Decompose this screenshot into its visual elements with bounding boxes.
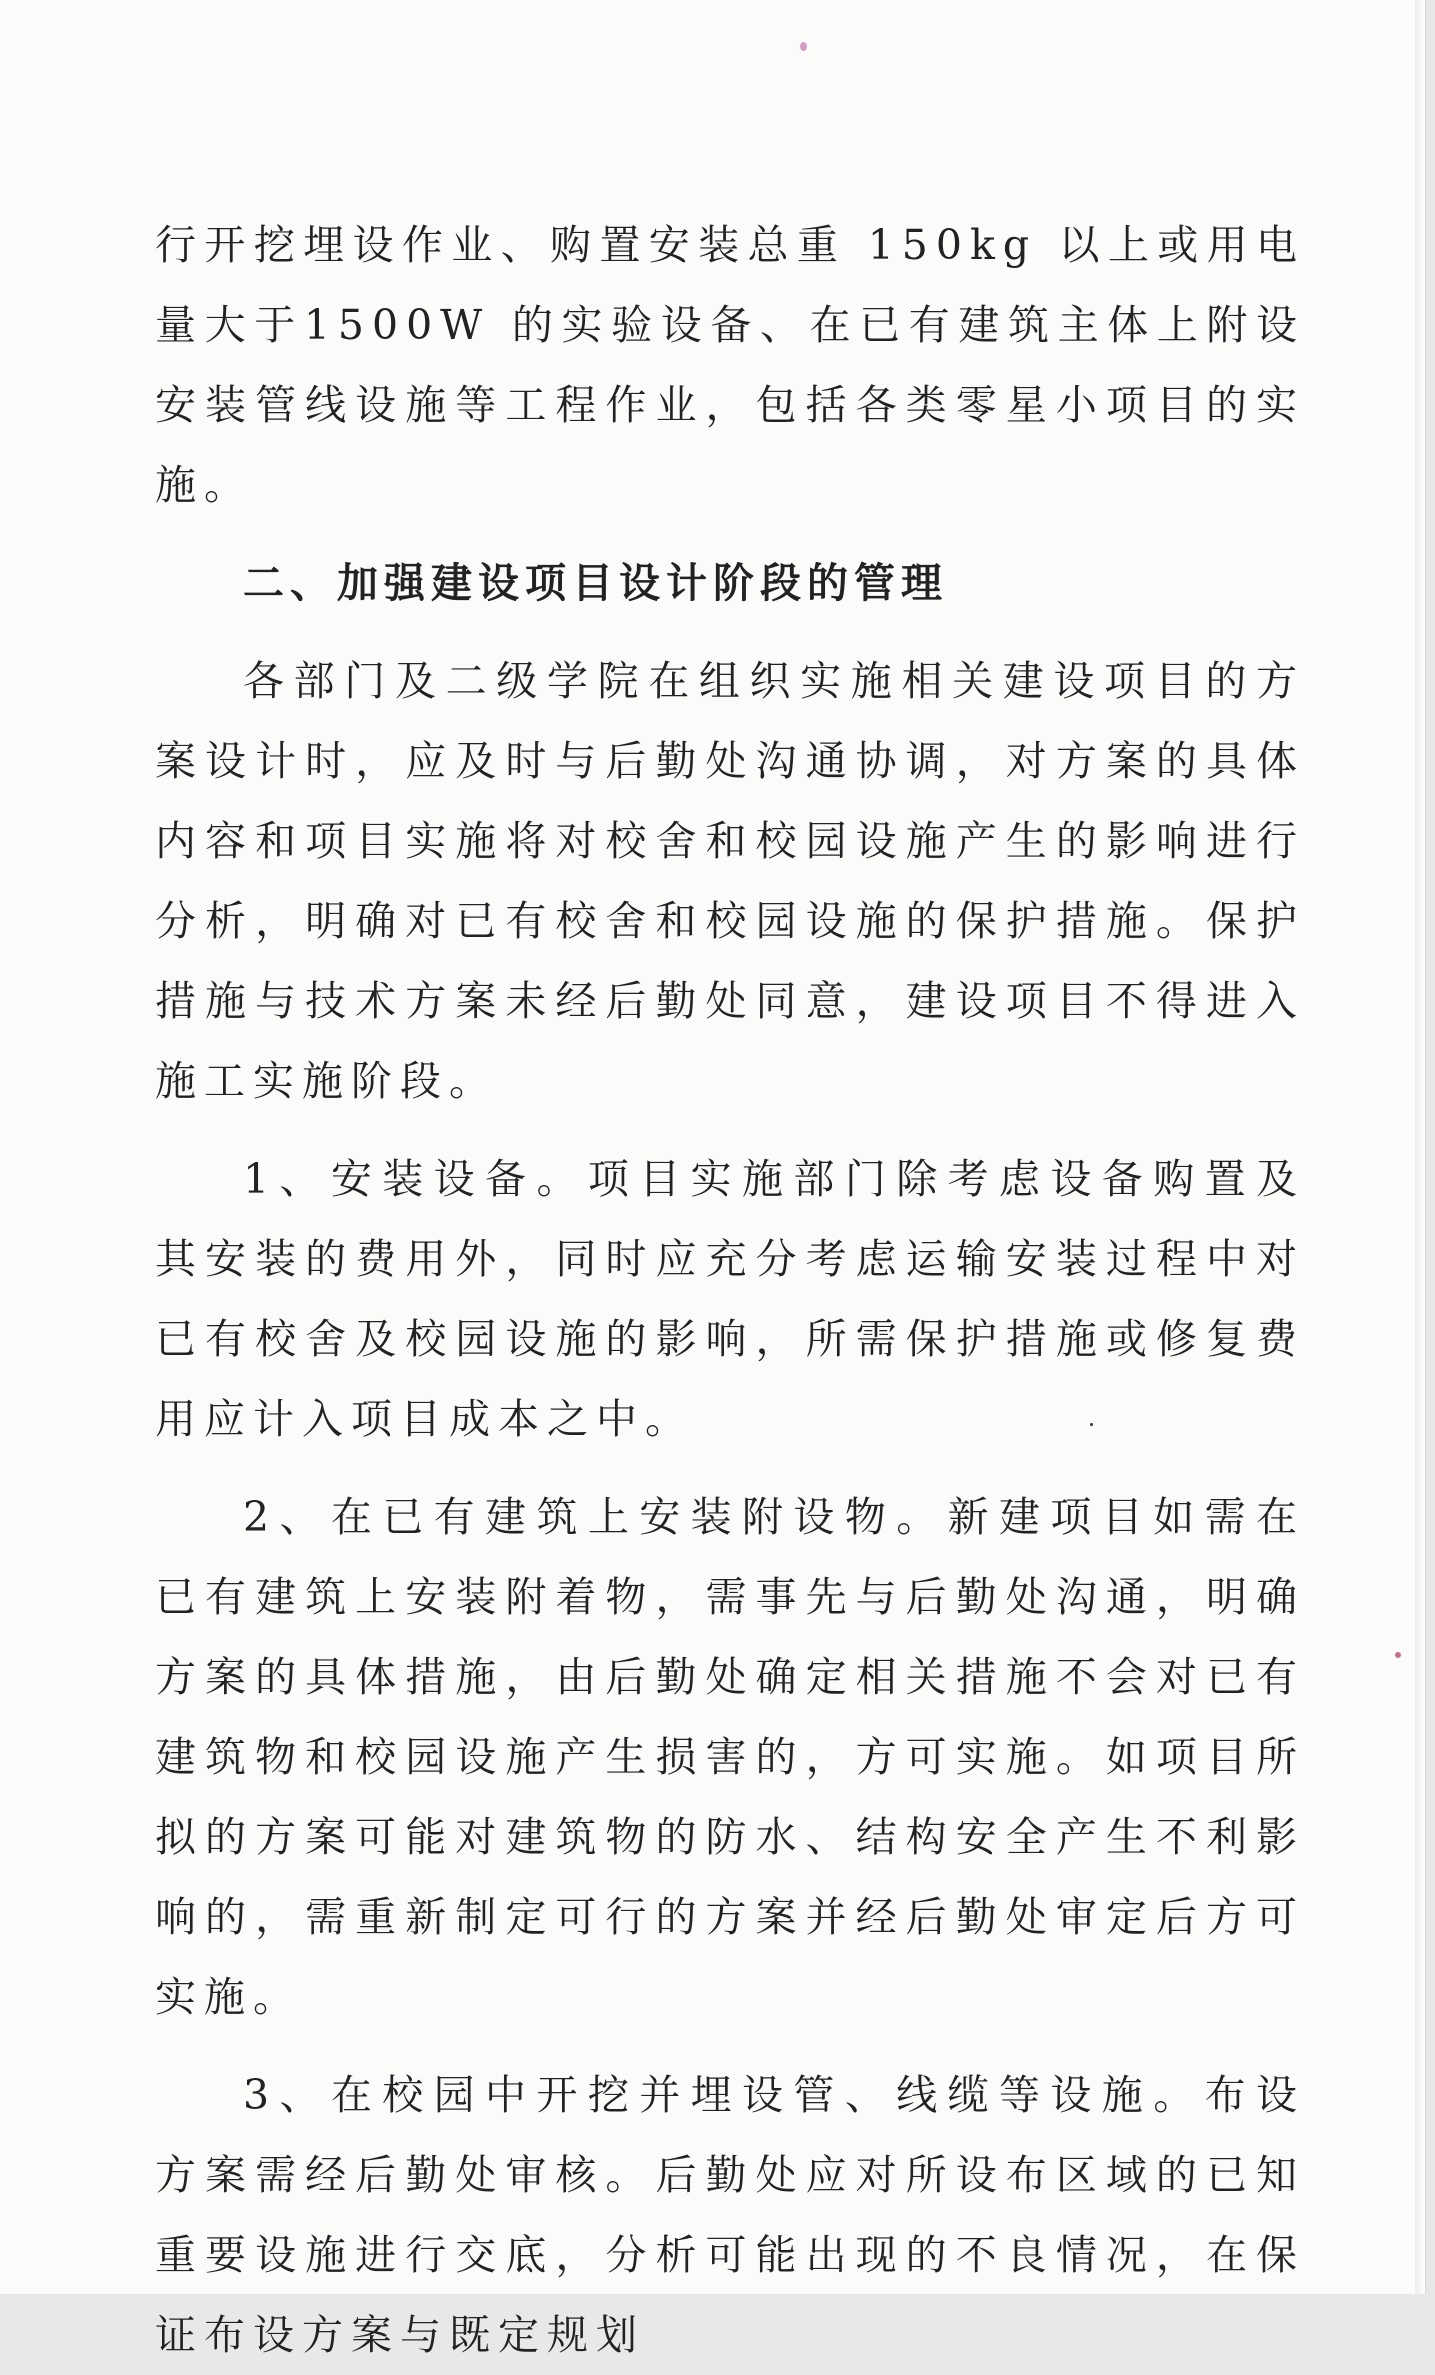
scan-edge — [1415, 0, 1425, 2294]
paragraph-design-coordination: 各部门及二级学院在组织实施相关建设项目的方案设计时，应及时与后勤处沟通协调，对方案的具体内容和项目实施将对校舍和校园设施产生的影响进行分析，明确对已有校舍和校园设施的保护措施。保护措施与技术方案未经后勤处同意，建设项目不得进入施工实施阶段。 — [155, 657, 1305, 1105]
scan-speck — [1090, 1423, 1093, 1426]
section-heading: 二、加强建设项目设计阶段的管理 — [243, 559, 948, 607]
scan-speck — [1395, 1652, 1401, 1658]
paragraph-item-2: 2、在已有建筑上安装附设物。新建项目如需在已有建筑上安装附着物，需事先与后勤处沟通，明确方案的具体措施，由后勤处确定相关措施不会对已有建筑物和校园设施产生损害的，方可实施。如项目所拟的方案可能对建筑物的防水、结构安全产生不利影响的，需重新制定可行的方案并经后勤处审定后方可实施。 — [155, 1493, 1305, 2021]
paragraph-item-3: 3、在校园中开挖并埋设管、线缆等设施。布设方案需经后勤处审核。后勤处应对所设布区域的已知重要设施进行交底，分析可能出现的不良情况，在保证布设方案与既定规划 — [155, 2071, 1305, 2359]
paragraph-continuation: 行开挖埋设作业、购置安装总重 150kg 以上或用电量大于1500W 的实验设备、在已有建筑主体上附设安装管线设施等工程作业，包括各类零星小项目的实施。 — [155, 221, 1305, 509]
paragraph-item-1: 1、安装设备。项目实施部门除考虑设备购置及其安装的费用外，同时应充分考虑运输安装过程中对已有校舍及校园设施的影响，所需保护措施或修复费用应计入项目成本之中。 — [155, 1155, 1305, 1443]
document-body — [155, 205, 1305, 2375]
scan-speck — [800, 42, 807, 51]
